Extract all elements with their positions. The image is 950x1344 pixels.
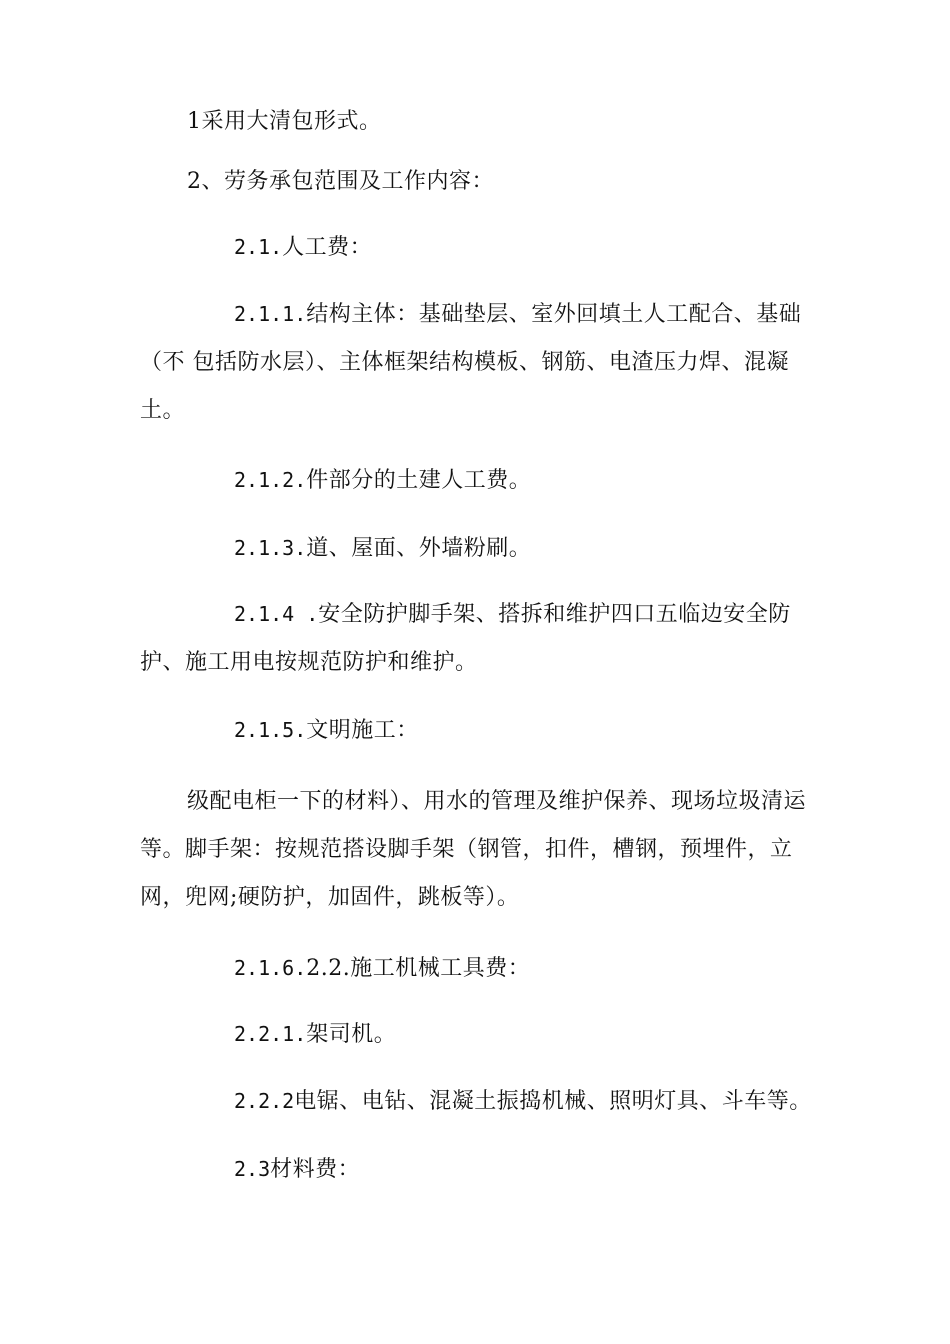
paragraph-text: 电锯、电钻、混凝土振捣机械、照明灯具、斗车等。: [294, 1089, 812, 1114]
paragraph-text: 安全防护脚手架、搭拆和维护四口五临边安全防护、施工用电按规范防护和维护。: [140, 602, 791, 675]
paragraph-text: 2.2.施工机械工具费：: [306, 956, 531, 981]
paragraph-2: [140, 158, 820, 206]
section-number: 2.1.6.: [234, 956, 307, 980]
paragraph-text: 道、屋面、外墙粉刷。: [306, 536, 532, 561]
section-number: 2.1.4 .: [234, 602, 319, 626]
paragraph-12: [140, 1077, 820, 1126]
section-number: 2.1.1.: [234, 302, 307, 326]
paragraph-3: [140, 223, 820, 272]
paragraph-13: [140, 1145, 820, 1194]
section-number: 2.1.3.: [234, 536, 307, 560]
paragraph-6: [140, 524, 820, 573]
section-number: 2.1.: [234, 235, 283, 259]
section-number: 2.2.1.: [234, 1022, 307, 1046]
paragraph-11: [140, 1010, 820, 1059]
paragraph-text: 1采用大清包形式。: [187, 109, 382, 134]
paragraph-text: 结构主体：基础垫层、室外回填土人工配合、基础（不 包括防水层）、主体框架结构模板、钢筋、电渣压力焊、混凝土。: [140, 302, 802, 423]
paragraph-text: 人工费：: [282, 235, 373, 260]
paragraph-7: [140, 590, 820, 687]
paragraph-1: [140, 98, 820, 146]
paragraph-10: [140, 944, 820, 993]
paragraph-text: 级配电柜一下的材料）、用水的管理及维护保养、现场垃圾清运等。脚手架：按规范搭设脚手架（钢管，扣件，槽钢，预埋件，立网，兜网;硬防护，加固件，跳板等）。: [140, 789, 807, 910]
paragraph-text: 2、劳务承包范围及工作内容：: [187, 169, 494, 194]
paragraph-9: [140, 778, 820, 922]
paragraph-4: [140, 290, 820, 435]
section-number: 2.3: [234, 1157, 271, 1181]
paragraph-text: 架司机。: [306, 1022, 397, 1047]
paragraph-text: 材料费：: [270, 1157, 361, 1182]
section-number: 2.2.2: [234, 1089, 295, 1113]
section-number: 2.1.5.: [234, 718, 307, 742]
section-number: 2.1.2.: [234, 468, 307, 492]
paragraph-text: 件部分的土建人工费。: [306, 468, 532, 493]
paragraph-5: [140, 456, 820, 505]
paragraph-8: [140, 706, 820, 755]
paragraph-text: 文明施工：: [306, 718, 419, 743]
